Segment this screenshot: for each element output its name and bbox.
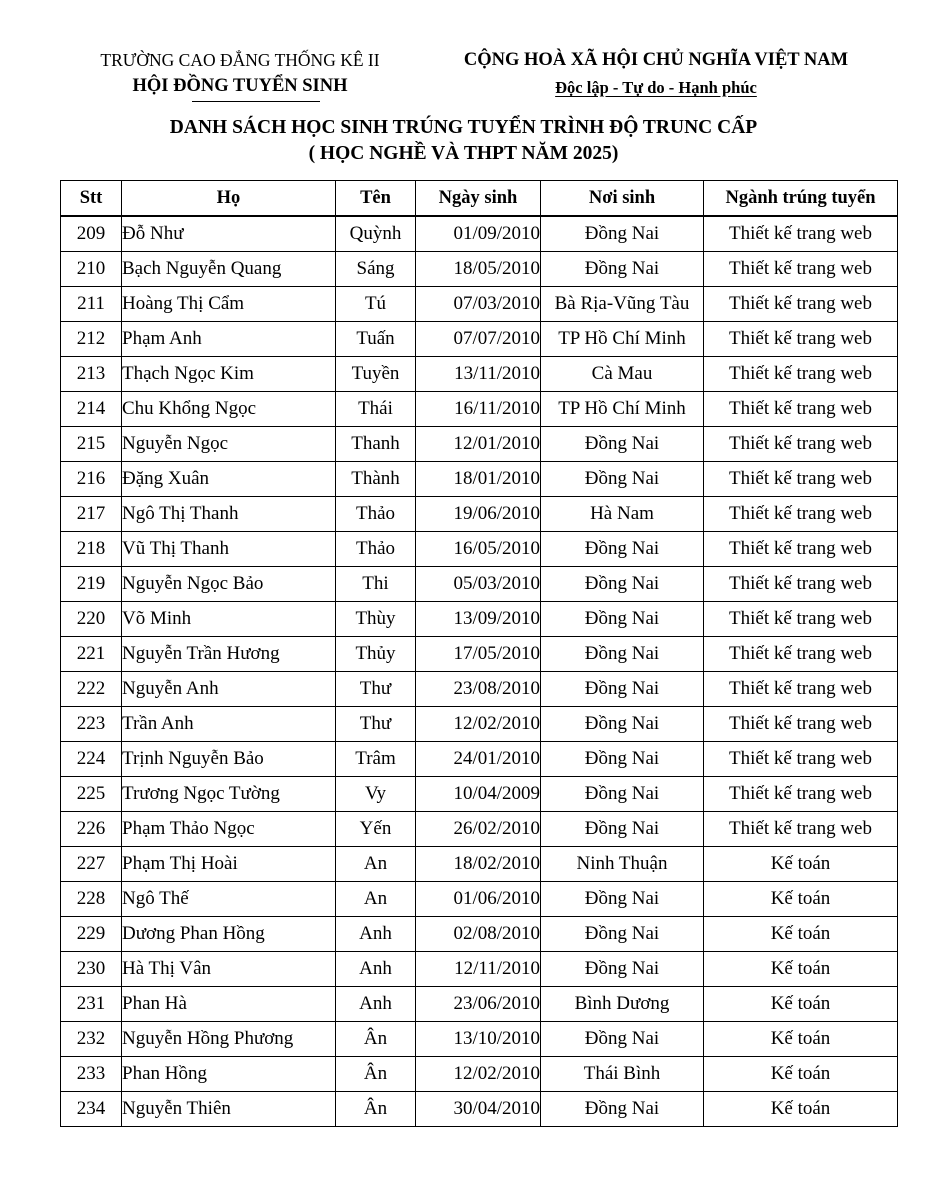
cell-stt: 216 <box>61 462 122 497</box>
cell-ten: Anh <box>336 987 416 1022</box>
council-name: HỘI ĐỒNG TUYỂN SINH <box>132 76 348 96</box>
cell-ngay-sinh: 12/02/2010 <box>416 707 541 742</box>
cell-stt: 210 <box>61 252 122 287</box>
cell-nganh: Thiết kế trang web <box>704 812 898 847</box>
cell-nganh: Thiết kế trang web <box>704 462 898 497</box>
table-row <box>61 637 898 672</box>
cell-ten: Thái <box>336 392 416 427</box>
cell-nganh: Thiết kế trang web <box>704 357 898 392</box>
cell-ten: Quỳnh <box>336 216 416 252</box>
cell-nganh: Thiết kế trang web <box>704 392 898 427</box>
cell-noi-sinh: Đồng Nai <box>541 777 704 812</box>
cell-stt: 225 <box>61 777 122 812</box>
header-ngay-sinh: Ngày sinh <box>416 181 541 217</box>
cell-ten: Thư <box>336 707 416 742</box>
cell-nganh: Kế toán <box>704 847 898 882</box>
cell-ten: Thùy <box>336 602 416 637</box>
cell-noi-sinh: Bà Rịa-Vũng Tàu <box>541 287 704 322</box>
cell-ten: Ân <box>336 1092 416 1127</box>
table-row <box>61 952 898 987</box>
council-underline <box>192 101 320 102</box>
cell-ngay-sinh: 24/01/2010 <box>416 742 541 777</box>
cell-noi-sinh: Bình Dương <box>541 987 704 1022</box>
cell-ngay-sinh: 02/08/2010 <box>416 917 541 952</box>
table-row <box>61 1022 898 1057</box>
cell-ngay-sinh: 19/06/2010 <box>416 497 541 532</box>
cell-noi-sinh: TP Hồ Chí Minh <box>541 392 704 427</box>
cell-noi-sinh: Đồng Nai <box>541 567 704 602</box>
cell-stt: 231 <box>61 987 122 1022</box>
cell-nganh: Kế toán <box>704 1057 898 1092</box>
cell-stt: 223 <box>61 707 122 742</box>
cell-ten: Vy <box>336 777 416 812</box>
cell-ngay-sinh: 12/02/2010 <box>416 1057 541 1092</box>
cell-nganh: Thiết kế trang web <box>704 497 898 532</box>
cell-nganh: Kế toán <box>704 1092 898 1127</box>
table-row <box>61 1092 898 1127</box>
table-header-row <box>61 181 898 217</box>
cell-ngay-sinh: 30/04/2010 <box>416 1092 541 1127</box>
cell-ten: Thư <box>336 672 416 707</box>
cell-nganh: Thiết kế trang web <box>704 567 898 602</box>
cell-nganh: Thiết kế trang web <box>704 707 898 742</box>
cell-ho: Trần Anh <box>122 707 336 742</box>
cell-stt: 212 <box>61 322 122 357</box>
cell-nganh: Thiết kế trang web <box>704 252 898 287</box>
cell-stt: 215 <box>61 427 122 462</box>
cell-ten: Ân <box>336 1057 416 1092</box>
cell-stt: 219 <box>61 567 122 602</box>
cell-ngay-sinh: 12/11/2010 <box>416 952 541 987</box>
cell-noi-sinh: Đồng Nai <box>541 1092 704 1127</box>
cell-ten: An <box>336 847 416 882</box>
national-motto <box>437 78 875 98</box>
table-row <box>61 287 898 322</box>
table-row <box>61 216 898 252</box>
cell-ten: Tuấn <box>336 322 416 357</box>
cell-stt: 213 <box>61 357 122 392</box>
table-row <box>61 567 898 602</box>
cell-noi-sinh: Đồng Nai <box>541 637 704 672</box>
table-row <box>61 987 898 1022</box>
cell-ngay-sinh: 23/06/2010 <box>416 987 541 1022</box>
table-row <box>61 392 898 427</box>
header-noi-sinh: Nơi sinh <box>541 181 704 217</box>
cell-stt: 226 <box>61 812 122 847</box>
cell-stt: 217 <box>61 497 122 532</box>
table-row <box>61 742 898 777</box>
cell-noi-sinh: Đồng Nai <box>541 707 704 742</box>
cell-ngay-sinh: 18/05/2010 <box>416 252 541 287</box>
cell-ten: Thanh <box>336 427 416 462</box>
cell-ho: Dương Phan Hồng <box>122 917 336 952</box>
cell-noi-sinh: Thái Bình <box>541 1057 704 1092</box>
document-title: DANH SÁCH HỌC SINH TRÚNG TUYỂN TRÌNH ĐỘ TRUNC CẤP <box>169 117 758 138</box>
cell-stt: 224 <box>61 742 122 777</box>
cell-noi-sinh: Cà Mau <box>541 357 704 392</box>
cell-ho: Nguyễn Trần Hương <box>122 637 336 672</box>
cell-ho: Nguyễn Anh <box>122 672 336 707</box>
cell-ten: Anh <box>336 952 416 987</box>
cell-stt: 211 <box>61 287 122 322</box>
cell-ten: An <box>336 882 416 917</box>
cell-ho: Trịnh Nguyễn Bảo <box>122 742 336 777</box>
cell-ngay-sinh: 05/03/2010 <box>416 567 541 602</box>
header-nganh: Ngành trúng tuyển <box>704 181 898 217</box>
cell-ngay-sinh: 13/10/2010 <box>416 1022 541 1057</box>
cell-noi-sinh: TP Hồ Chí Minh <box>541 322 704 357</box>
cell-ten: Yến <box>336 812 416 847</box>
cell-ho: Ngô Thế <box>122 882 336 917</box>
cell-noi-sinh: Đồng Nai <box>541 532 704 567</box>
cell-ten: Ân <box>336 1022 416 1057</box>
cell-ten: Thủy <box>336 637 416 672</box>
table-row <box>61 707 898 742</box>
table-row <box>61 812 898 847</box>
cell-ten: Thi <box>336 567 416 602</box>
cell-stt: 209 <box>61 216 122 252</box>
cell-nganh: Kế toán <box>704 952 898 987</box>
cell-nganh: Thiết kế trang web <box>704 742 898 777</box>
cell-ten: Anh <box>336 917 416 952</box>
cell-ngay-sinh: 13/11/2010 <box>416 357 541 392</box>
cell-noi-sinh: Đồng Nai <box>541 216 704 252</box>
cell-ho: Vũ Thị Thanh <box>122 532 336 567</box>
cell-nganh: Kế toán <box>704 882 898 917</box>
cell-noi-sinh: Đồng Nai <box>541 252 704 287</box>
cell-ngay-sinh: 10/04/2009 <box>416 777 541 812</box>
table-row <box>61 882 898 917</box>
cell-noi-sinh: Ninh Thuận <box>541 847 704 882</box>
cell-ho: Phạm Thị Hoài <box>122 847 336 882</box>
cell-ten: Tú <box>336 287 416 322</box>
cell-nganh: Thiết kế trang web <box>704 216 898 252</box>
cell-stt: 233 <box>61 1057 122 1092</box>
national-title: CỘNG HOÀ XÃ HỘI CHỦ NGHĨA VIỆT NAM <box>463 50 849 70</box>
cell-ngay-sinh: 01/06/2010 <box>416 882 541 917</box>
cell-ten: Trâm <box>336 742 416 777</box>
motto-text: Độc lập - Tự do - Hạnh phúc <box>555 78 757 97</box>
table-row <box>61 847 898 882</box>
cell-ho: Hoàng Thị Cẩm <box>122 287 336 322</box>
cell-noi-sinh: Đồng Nai <box>541 742 704 777</box>
table-row <box>61 532 898 567</box>
table-row <box>61 777 898 812</box>
cell-ngay-sinh: 26/02/2010 <box>416 812 541 847</box>
table-body <box>61 216 898 1127</box>
cell-ho: Đặng Xuân <box>122 462 336 497</box>
cell-ngay-sinh: 13/09/2010 <box>416 602 541 637</box>
cell-ten: Thảo <box>336 497 416 532</box>
cell-stt: 232 <box>61 1022 122 1057</box>
cell-ho: Chu Khổng Ngọc <box>122 392 336 427</box>
cell-ho: Bạch Nguyễn Quang <box>122 252 336 287</box>
cell-stt: 234 <box>61 1092 122 1127</box>
cell-ngay-sinh: 12/01/2010 <box>416 427 541 462</box>
cell-ho: Đỗ Như <box>122 216 336 252</box>
cell-stt: 227 <box>61 847 122 882</box>
cell-ho: Nguyễn Ngọc Bảo <box>122 567 336 602</box>
cell-ho: Ngô Thị Thanh <box>122 497 336 532</box>
cell-noi-sinh: Đồng Nai <box>541 952 704 987</box>
cell-noi-sinh: Đồng Nai <box>541 672 704 707</box>
table-row <box>61 322 898 357</box>
cell-nganh: Thiết kế trang web <box>704 637 898 672</box>
cell-stt: 230 <box>61 952 122 987</box>
cell-noi-sinh: Hà Nam <box>541 497 704 532</box>
cell-ten: Thảo <box>336 532 416 567</box>
table-row <box>61 672 898 707</box>
cell-noi-sinh: Đồng Nai <box>541 917 704 952</box>
cell-ho: Hà Thị Vân <box>122 952 336 987</box>
cell-ho: Phan Hồng <box>122 1057 336 1092</box>
cell-ho: Thạch Ngọc Kim <box>122 357 336 392</box>
cell-nganh: Kế toán <box>704 1022 898 1057</box>
cell-ho: Nguyễn Hồng Phương <box>122 1022 336 1057</box>
table-row <box>61 497 898 532</box>
cell-ho: Trương Ngọc Tường <box>122 777 336 812</box>
cell-ngay-sinh: 18/01/2010 <box>416 462 541 497</box>
cell-stt: 229 <box>61 917 122 952</box>
cell-noi-sinh: Đồng Nai <box>541 882 704 917</box>
organization-name: TRƯỜNG CAO ĐẲNG THỐNG KÊ II <box>100 50 380 70</box>
cell-nganh: Thiết kế trang web <box>704 532 898 567</box>
cell-nganh: Kế toán <box>704 917 898 952</box>
cell-noi-sinh: Đồng Nai <box>541 427 704 462</box>
cell-ngay-sinh: 07/03/2010 <box>416 287 541 322</box>
table-row <box>61 602 898 637</box>
table-row <box>61 917 898 952</box>
table-row <box>61 427 898 462</box>
cell-nganh: Kế toán <box>704 987 898 1022</box>
cell-nganh: Thiết kế trang web <box>704 777 898 812</box>
cell-stt: 221 <box>61 637 122 672</box>
cell-noi-sinh: Đồng Nai <box>541 602 704 637</box>
cell-ho: Nguyễn Ngọc <box>122 427 336 462</box>
document-subtitle: ( HỌC NGHỀ VÀ THPT NĂM 2025) <box>308 143 619 164</box>
cell-nganh: Thiết kế trang web <box>704 427 898 462</box>
header-ten: Tên <box>336 181 416 217</box>
cell-ten: Thành <box>336 462 416 497</box>
cell-noi-sinh: Đồng Nai <box>541 1022 704 1057</box>
cell-ngay-sinh: 01/09/2010 <box>416 216 541 252</box>
cell-nganh: Thiết kế trang web <box>704 602 898 637</box>
cell-stt: 218 <box>61 532 122 567</box>
header-ho: Họ <box>122 181 336 217</box>
cell-stt: 222 <box>61 672 122 707</box>
cell-ngay-sinh: 18/02/2010 <box>416 847 541 882</box>
cell-nganh: Thiết kế trang web <box>704 287 898 322</box>
cell-stt: 214 <box>61 392 122 427</box>
table-row <box>61 357 898 392</box>
admission-table <box>60 180 898 1127</box>
cell-ho: Nguyễn Thiên <box>122 1092 336 1127</box>
cell-stt: 228 <box>61 882 122 917</box>
table-row <box>61 252 898 287</box>
cell-nganh: Thiết kế trang web <box>704 672 898 707</box>
table-row <box>61 462 898 497</box>
cell-ten: Tuyền <box>336 357 416 392</box>
cell-ngay-sinh: 16/11/2010 <box>416 392 541 427</box>
cell-ngay-sinh: 16/05/2010 <box>416 532 541 567</box>
cell-stt: 220 <box>61 602 122 637</box>
table-row <box>61 1057 898 1092</box>
cell-nganh: Thiết kế trang web <box>704 322 898 357</box>
cell-noi-sinh: Đồng Nai <box>541 462 704 497</box>
header-stt: Stt <box>61 181 122 217</box>
cell-ho: Phan Hà <box>122 987 336 1022</box>
cell-ngay-sinh: 07/07/2010 <box>416 322 541 357</box>
cell-noi-sinh: Đồng Nai <box>541 812 704 847</box>
cell-ten: Sáng <box>336 252 416 287</box>
cell-ho: Võ Minh <box>122 602 336 637</box>
cell-ngay-sinh: 23/08/2010 <box>416 672 541 707</box>
cell-ngay-sinh: 17/05/2010 <box>416 637 541 672</box>
cell-ho: Phạm Anh <box>122 322 336 357</box>
cell-ho: Phạm Thảo Ngọc <box>122 812 336 847</box>
